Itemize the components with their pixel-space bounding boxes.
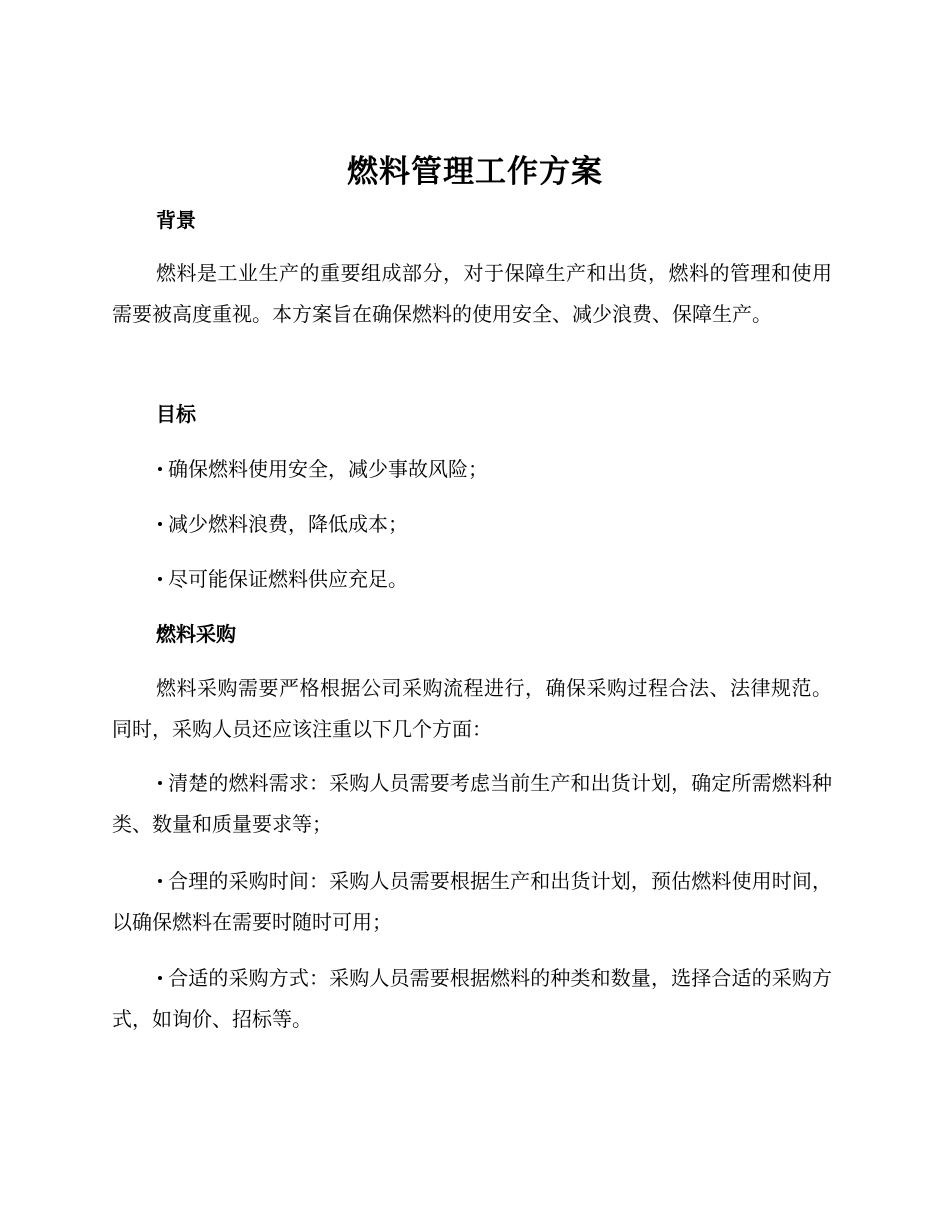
bullet-dot-icon — [158, 577, 162, 581]
bullet-dot-icon — [158, 879, 162, 883]
background-paragraph: 燃料是工业生产的重要组成部分，对于保障生产和出货，燃料的管理和使用需要被高度重视。本方案旨在确保燃料的使用安全、减少浪费、保障生产。 — [112, 261, 832, 326]
goal-item — [156, 565, 408, 593]
goal-item-text: 确保燃料使用安全，减少事故风险； — [168, 457, 488, 481]
goal-item-text: 尽可能保证燃料供应充足。 — [168, 567, 408, 591]
section-heading-procurement: 燃料采购 — [156, 622, 236, 646]
bullet-dot-icon — [158, 976, 162, 980]
section-heading-background: 背景 — [156, 208, 196, 232]
section-heading-goals: 目标 — [156, 402, 196, 426]
procurement-item — [112, 763, 832, 845]
bullet-dot-icon — [158, 522, 162, 526]
bullet-dot-icon — [158, 781, 162, 785]
procurement-item — [112, 958, 832, 1040]
procurement-paragraph: 燃料采购需要严格根据公司采购流程进行，确保采购过程合法、法律规范。同时，采购人员还应该注重以下几个方面： — [112, 676, 832, 741]
goal-item-text: 减少燃料浪费，降低成本； — [168, 512, 408, 536]
goal-item — [156, 510, 408, 538]
goal-item — [156, 455, 488, 483]
procurement-item-text: 合适的采购方式：采购人员需要根据燃料的种类和数量，选择合适的采购方式，如询价、招标等。 — [112, 966, 832, 1031]
procurement-item-text: 清楚的燃料需求：采购人员需要考虑当前生产和出货计划，确定所需燃料种类、数量和质量要求等； — [112, 771, 832, 836]
procurement-item — [112, 861, 832, 943]
bullet-dot-icon — [158, 467, 162, 471]
document-title: 燃料管理工作方案 — [347, 154, 603, 190]
procurement-item-text: 合理的采购时间：采购人员需要根据生产和出货计划，预估燃料使用时间，以确保燃料在需要时随时可用； — [112, 869, 832, 934]
